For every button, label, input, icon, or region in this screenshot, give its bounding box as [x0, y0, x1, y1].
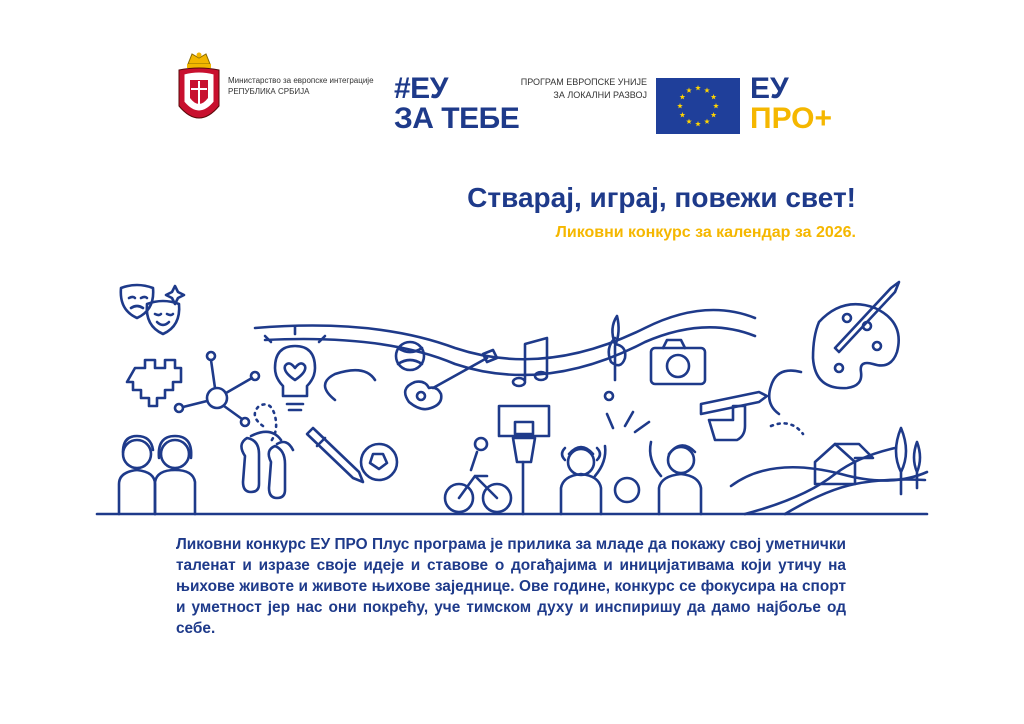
trees-icon	[896, 428, 920, 494]
program-line-1: ПРОГРАМ ЕВРОПСКЕ УНИЈЕ	[520, 77, 647, 87]
brand-line-2: ПРО+	[750, 102, 833, 135]
eu-flag-icon	[656, 78, 740, 134]
music-wave-1	[255, 310, 755, 359]
serbian-coat-of-arms-icon	[174, 50, 224, 132]
basketball-hoop-icon	[499, 406, 549, 514]
description-paragraph: Ликовни конкурс ЕУ ПРО Плус програма је прилика за младе да покажу свој уметнички таленат и изразе своје идеје и ставове о догађајима и иницијативама који утичу на њихове животе и животе њихове заједнице. Ове године, конкурс се фокусира на спорт и уметност јер нас они покрећу, уче тимском духу и инспиришу да дамо најбоље од себе.	[176, 536, 846, 637]
page-title: Стварај, играј, повежи свет!	[467, 182, 856, 213]
hand-pencil-icon	[701, 392, 767, 440]
dotted-curve	[771, 423, 803, 434]
campaign-line-1: #ЕУ	[394, 72, 448, 105]
art-sports-illustration	[95, 276, 930, 521]
pixel-heart-icon	[127, 360, 181, 406]
tennis-ball-icon	[396, 342, 424, 370]
ministry-label	[228, 75, 374, 97]
dotted-swirl	[255, 404, 276, 444]
ministry-name: Министарство за европске интеграције	[228, 76, 374, 85]
ballet-shoes-icon	[241, 432, 293, 498]
program-label	[505, 76, 647, 102]
girl-figure	[561, 446, 605, 514]
page-subtitle: Ликовни конкурс за календар за 2026.	[555, 224, 856, 241]
basketball-icon	[615, 478, 639, 502]
campaign-line-2: ЗА ТЕБЕ	[394, 102, 520, 135]
guitar-icon	[405, 350, 497, 409]
theatre-masks-icon	[121, 285, 184, 334]
ministry-country: РЕПУБЛИКА СРБИЈА	[228, 87, 310, 96]
eu-pro-logo	[750, 74, 832, 134]
music-wave-2	[265, 327, 755, 375]
paint-stroke	[769, 371, 801, 414]
program-line-2: ЗА ЛОКАЛНИ РАЗВОЈ	[553, 90, 647, 100]
boy-figure	[650, 442, 701, 514]
cyclist-icon	[445, 438, 511, 512]
brand-line-1: ЕУ	[750, 72, 789, 105]
camera-icon	[651, 340, 705, 384]
paint-palette-icon	[813, 282, 899, 388]
network-icon	[175, 352, 259, 426]
pencil-icon	[307, 428, 363, 482]
campaign-logo	[394, 74, 519, 134]
high-five-spark	[607, 412, 649, 432]
children-figures	[119, 436, 195, 514]
swirl-line	[325, 370, 375, 400]
football-icon	[361, 444, 397, 480]
